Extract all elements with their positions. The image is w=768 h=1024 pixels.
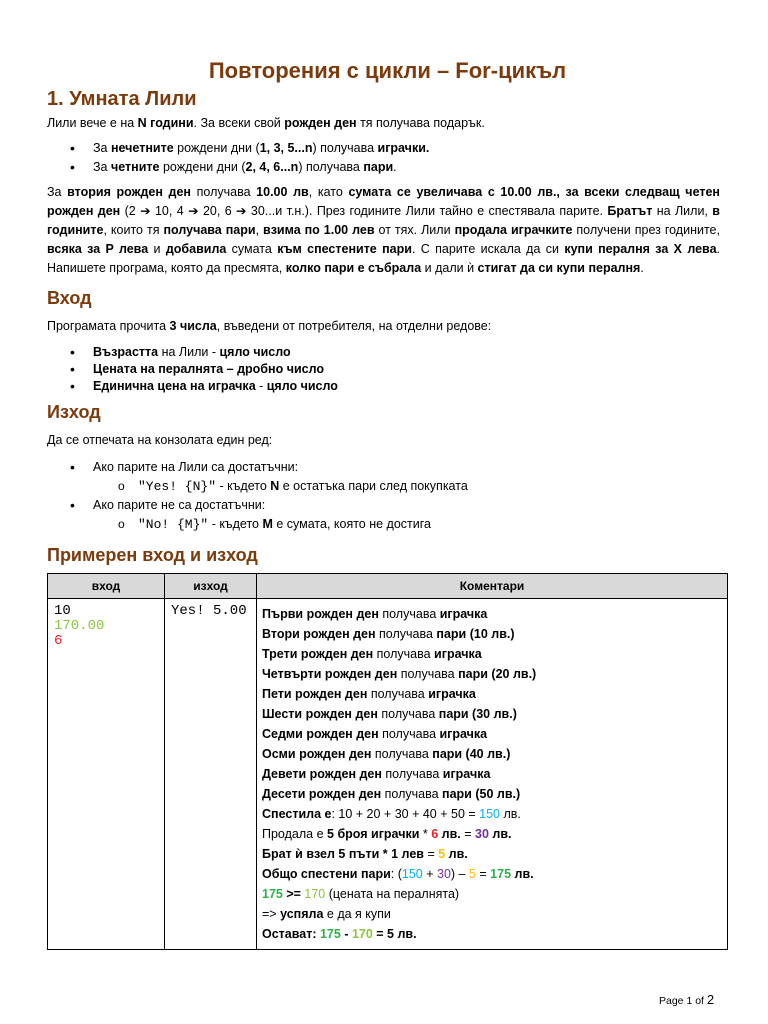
problem-paragraph: За втория рожден ден получава 10.00 лв, като сумата се увеличава с 10.00 лв., за всеки следващ четен рожден ден (2 ➔ 10, 4 ➔ 20, 6 ➔ 30...и т.н.). През годините Лили тайно е спестявала парите. Братът на Лили, в годините, които тя получава пари, взима по 1.00 лев от тях. Лили продала играчките получени през годините, всяка за P лева и добавила сумата към спестените пари. С парите искала да си купи пералня за X лева. Напишете програма, която да пресмята, колко пари е събрала и дали ѝ стигат да си купи пералня. — [47, 185, 720, 275]
section-title: 1. Умната Лили — [47, 88, 197, 110]
list-item: • Възрастта на Лили - цяло число — [47, 344, 338, 361]
input-list — [47, 344, 338, 395]
page-title: Повторения с цикли – For-цикъл — [208, 58, 567, 83]
comment-line: Седми рожден ден получава играчка — [262, 727, 488, 741]
table-row — [48, 599, 728, 950]
examples-heading: Примерен вход и изход — [47, 545, 258, 565]
column-header: Коментари — [257, 574, 728, 599]
comments-cell — [257, 599, 728, 950]
comment-line: Продала е 5 броя играчки * 6 лв. = 30 лв. — [262, 827, 512, 841]
comment-line: Девети рожден ден получава играчка — [262, 767, 491, 781]
input-cell: 10 170.00 6 — [48, 599, 165, 950]
intro-text: Лили вече е на N години. За всеки свой рожден ден тя получава подарък. — [47, 116, 485, 130]
comment-line: Втори рожден ден получава пари (10 лв.) — [262, 627, 515, 641]
list-item: • Ако парите на Лили са достатъчни: — [47, 458, 468, 477]
comment-line: Осми рожден ден получава пари (40 лв.) — [262, 747, 511, 761]
page-footer: Page 1 of 2 — [659, 992, 715, 1007]
comment-line: Остават: 175 - 170 = 5 лв. — [262, 927, 417, 941]
output-text: Да се отпечата на конзолата един ред: — [47, 433, 273, 447]
list-item: o "No! {M}" - където M е сумата, която не достига — [47, 515, 468, 534]
output-list — [47, 458, 468, 534]
output-heading: Изход — [47, 402, 101, 422]
input-text: Програмата прочита 3 числа, въведени от потребителя, на отделни редове: — [47, 319, 492, 333]
comment-line: 175 >= 170 (цената на пералнята) — [262, 887, 460, 901]
table-header-row — [48, 574, 728, 599]
list-item: • За нечетните рождени дни (1, 3, 5...n) получава играчки. — [47, 140, 429, 157]
column-header: изход — [165, 574, 257, 599]
comment-line: Трети рожден ден получава играчка — [262, 647, 482, 661]
input-heading: Вход — [47, 288, 92, 308]
comment-line: Брат ѝ взел 5 пъти * 1 лев = 5 лв. — [262, 847, 468, 861]
comment-line: Първи рожден ден получава играчка — [262, 607, 488, 621]
column-header: вход — [48, 574, 165, 599]
comment-line: Десети рожден ден получава пари (50 лв.) — [262, 787, 521, 801]
comment-line: Четвърти рожден ден получава пари (20 лв.) — [262, 667, 537, 681]
comment-line: Общо спестени пари: (150 + 30) – 5 = 175 лв. — [262, 867, 534, 881]
comment-line: => успяла е да я купи — [262, 907, 391, 921]
comment-line: Спестила е: 10 + 20 + 30 + 40 + 50 = 150 лв. — [262, 807, 521, 821]
list-item: • Единична цена на играчка - цяло число — [47, 378, 338, 395]
list-item: • Ако парите не са достатъчни: — [47, 496, 468, 515]
comment-line: Шести рожден ден получава пари (30 лв.) — [262, 707, 517, 721]
list-item: o "Yes! {N}" - където N е остатъка пари след покупката — [47, 477, 468, 496]
gift-list — [47, 140, 429, 176]
examples-table — [47, 573, 728, 950]
list-item: • Цената на пералнята – дробно число — [47, 361, 338, 378]
output-cell: Yes! 5.00 — [165, 599, 257, 950]
comment-line: Пети рожден ден получава играчка — [262, 687, 476, 701]
list-item: • За четните рождени дни (2, 4, 6...n) получава пари. — [47, 159, 429, 176]
